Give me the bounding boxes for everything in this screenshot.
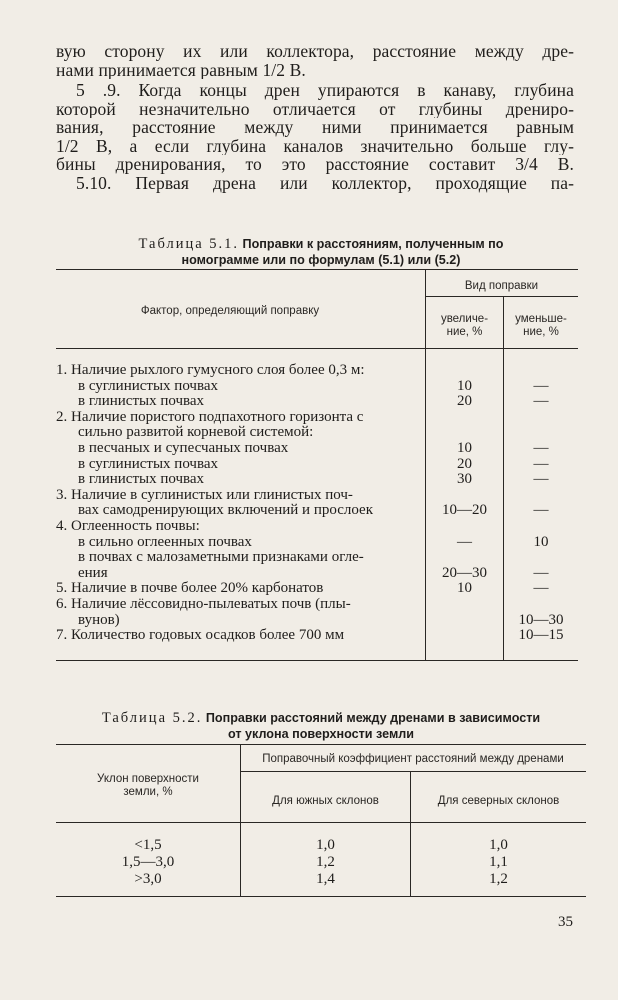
table-row-factor: ения bbox=[78, 565, 108, 581]
table-row-slope: <1,5 bbox=[134, 837, 162, 853]
table-row-increase: 20 bbox=[457, 455, 472, 472]
table-row-factor: 1. Наличие рыхлого гумусного слоя более 0,3 м: bbox=[56, 363, 365, 378]
column-header-decrease bbox=[504, 313, 578, 339]
column-header-slope bbox=[56, 773, 240, 799]
table-row-south: 1,2 bbox=[316, 854, 335, 870]
column-header-factor: Фактор, определяющий поправку bbox=[140, 305, 320, 317]
table-row-south: 1,4 bbox=[316, 871, 335, 887]
paragraph-line: вую сторону их или коллектора, расстояние между дре- bbox=[56, 42, 574, 61]
table-row-factor: в суглинистых почвах bbox=[78, 378, 219, 394]
table-row-factor: сильно развитой корневой системой: bbox=[78, 425, 314, 441]
column-group-header: Вид поправки bbox=[464, 280, 539, 292]
table-row-factor: 3. Наличие в суглинистых или глинистых поч- bbox=[56, 487, 353, 503]
table-row-slope: >3,0 bbox=[134, 871, 162, 887]
header-line: Уклон поверхности bbox=[97, 773, 199, 785]
table-row-north: 1,0 bbox=[489, 837, 508, 853]
column-header-north: Для северных склонов bbox=[437, 795, 560, 807]
table-row-decrease: 10—15 bbox=[518, 627, 564, 644]
table-row-decrease: 10 bbox=[533, 533, 549, 550]
table-row-increase: 10 bbox=[457, 580, 472, 597]
table-row-north: 1,1 bbox=[489, 854, 508, 870]
table-row-decrease: — bbox=[533, 440, 549, 456]
table-row-increase: — bbox=[457, 533, 472, 550]
table-row-decrease: — bbox=[533, 580, 549, 597]
paragraph-line: 5.10. Первая дрена или коллектор, проходящие па- bbox=[76, 174, 574, 193]
table-row-factor: в глинистых почвах bbox=[78, 472, 205, 488]
header-line: земли, % bbox=[123, 786, 173, 798]
table-label: Таблица 5.2. bbox=[101, 710, 203, 726]
paragraph-5-10 bbox=[56, 174, 574, 193]
table-row-factor: 5. Наличие в почве более 20% карбонатов bbox=[56, 581, 324, 597]
table-row-decrease: 10—30 bbox=[518, 611, 564, 628]
table-row-south: 1,0 bbox=[316, 837, 335, 853]
table-row-north: 1,2 bbox=[489, 871, 508, 887]
table-row-factor: в суглинистых почвах bbox=[78, 456, 219, 472]
paragraph-line: вания, расстояние между ними принимается равным bbox=[56, 118, 574, 137]
paragraph-continued bbox=[56, 42, 574, 79]
column-header-south: Для южных склонов bbox=[272, 795, 379, 807]
table-header-rule bbox=[56, 348, 578, 349]
paragraph-line: которой незначительно отличается от глубины дрениро- bbox=[56, 99, 574, 119]
table-group-rule bbox=[240, 771, 586, 772]
table-row-factor: вах самодренирующих включений и прослоек bbox=[78, 503, 374, 519]
column-header-increase bbox=[426, 313, 503, 339]
header-line: уменьше- bbox=[515, 313, 567, 325]
table-row-factor: в почвах с малозаметными признаками огле- bbox=[78, 550, 364, 566]
paragraph-5-9 bbox=[56, 81, 574, 174]
table-top-rule bbox=[56, 269, 578, 270]
table-title-line: номограмме или по формулам (5.1) или (5.2) bbox=[181, 253, 461, 267]
table-row-decrease: — bbox=[533, 393, 549, 410]
table-row-factor: 2. Наличие пористого подпахотного горизонта с bbox=[56, 409, 364, 425]
table-row-factor: в песчаных и супесчаных почвах bbox=[78, 441, 289, 456]
table-row-factor: 4. Оглеенность почвы: bbox=[56, 519, 200, 534]
table-label: Таблица 5.1. bbox=[138, 236, 240, 252]
table-row-factor: в сильно оглеенных почвах bbox=[78, 534, 252, 550]
table-title-line: Поправки к расстояниям, полученным по bbox=[242, 237, 504, 251]
table-row-increase: 20 bbox=[457, 393, 472, 410]
table-row-increase: 10—20 bbox=[442, 502, 487, 519]
table-bottom-rule bbox=[56, 896, 586, 897]
table-row-decrease: — bbox=[533, 502, 549, 519]
table-row-factor: вунов) bbox=[78, 612, 120, 628]
table-top-rule bbox=[56, 744, 586, 745]
table-title-line: от уклона поверхности земли bbox=[227, 727, 415, 741]
table-title-line: Поправки расстояний между дренами в зависимости bbox=[205, 711, 541, 725]
column-group-header: Поправочный коэффициент расстояний между дренами bbox=[262, 753, 564, 765]
paragraph-line: нами принимается равным 1/2 B. bbox=[56, 60, 306, 80]
table-row-decrease: — bbox=[533, 377, 549, 394]
table-row-factor: 7. Количество годовых осадков более 700 мм bbox=[56, 628, 345, 644]
table-row-increase: 30 bbox=[457, 471, 472, 488]
table-row-decrease: — bbox=[533, 455, 549, 472]
table-bottom-rule bbox=[56, 660, 578, 661]
page-number: 35 bbox=[558, 914, 573, 930]
header-line: ние, % bbox=[523, 326, 559, 338]
table-5-1-caption bbox=[56, 236, 586, 268]
table-row-increase: 20—30 bbox=[442, 564, 487, 581]
table-row-slope: 1,5—3,0 bbox=[121, 854, 175, 870]
table-row-factor: в глинистых почвах bbox=[78, 394, 205, 410]
paragraph-line: 5 .9. Когда концы дрен упираются в канаву, глубина bbox=[76, 81, 574, 100]
table-header-rule bbox=[56, 822, 586, 823]
table-row-decrease: — bbox=[533, 564, 549, 581]
table-5-2-caption bbox=[56, 710, 586, 742]
table-row-factor: 6. Наличие лёссовидно-пылеватых почв (плы- bbox=[56, 597, 351, 612]
table-row-increase: 10 bbox=[457, 377, 472, 394]
paragraph-line: бины дренирования, то это расстояние составит 3/4 B. bbox=[56, 155, 574, 174]
table-group-rule bbox=[425, 296, 578, 297]
table-row-decrease: — bbox=[533, 471, 549, 488]
table-row-increase: 10 bbox=[457, 440, 472, 456]
header-line: ние, % bbox=[446, 326, 483, 338]
paragraph-line: 1/2 B, а если глубина каналов значительно больше глу- bbox=[56, 136, 574, 156]
header-line: увеличе- bbox=[440, 313, 489, 325]
